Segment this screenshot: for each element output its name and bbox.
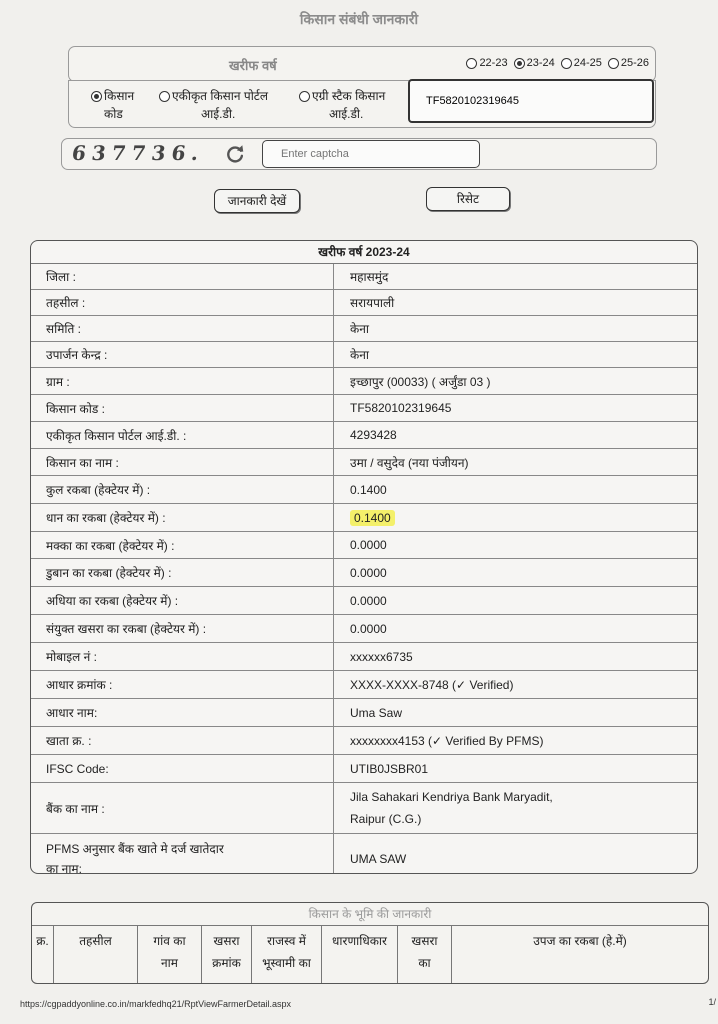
- view-details-button[interactable]: जानकारी देखें: [214, 189, 300, 213]
- table-row: [31, 615, 697, 643]
- highlight-mark: 0.1400: [350, 510, 395, 526]
- land-col-header: खसरा का: [398, 926, 452, 984]
- id-option-integrated-portal[interactable]: [159, 87, 268, 123]
- farmer-id-input[interactable]: [408, 79, 654, 123]
- table-row: [31, 643, 697, 671]
- radio-icon[interactable]: [466, 58, 477, 69]
- id-option-agristack[interactable]: [299, 87, 385, 123]
- row-value: TF5820102319645: [350, 401, 452, 415]
- row-value: 0.0000: [350, 593, 387, 608]
- row-value-highlighted: [334, 504, 697, 531]
- land-table-title: किसान के भूमि की जानकारी: [32, 903, 708, 926]
- radio-icon[interactable]: [608, 58, 619, 69]
- table-row: [31, 587, 697, 615]
- land-col-header: क्र.: [32, 926, 54, 984]
- reset-button[interactable]: रिसेट: [426, 187, 510, 211]
- id-option-farmer-code[interactable]: [91, 87, 134, 123]
- land-col-header: तहसील: [54, 926, 138, 984]
- row-label: समिति :: [31, 316, 334, 341]
- row-label: [31, 834, 334, 874]
- radio-checked-icon[interactable]: [514, 58, 525, 69]
- row-label: किसान का नाम :: [31, 449, 334, 475]
- radio-checked-icon[interactable]: [91, 91, 102, 102]
- table-row: [31, 504, 697, 532]
- id-option-label: आई.डी.: [329, 107, 364, 121]
- year-option-24-25[interactable]: [561, 57, 602, 69]
- id-option-label: एग्री स्टैक किसान: [312, 89, 386, 103]
- row-label: मोबाइल नं :: [31, 643, 334, 670]
- row-value: Uma Saw: [350, 705, 403, 720]
- row-label: ग्राम :: [31, 368, 334, 394]
- row-value: UMA SAW: [350, 852, 407, 866]
- row-value: 0.0000: [350, 621, 387, 636]
- footer-page-number: 1/: [708, 997, 716, 1007]
- label-line: का नाम:: [46, 862, 82, 874]
- land-col-header: राजस्व में भूस्वामी का: [252, 926, 322, 984]
- row-label: कुल रकबा (हेक्टेयर में) :: [31, 476, 334, 503]
- row-value: 0.1400: [350, 482, 387, 497]
- captcha-row: [61, 138, 657, 170]
- row-value: xxxxxx6735: [350, 649, 413, 664]
- row-value: 0.0000: [350, 565, 387, 580]
- row-value: इच्छापुर (00033) ( अर्जुंडा 03 ): [350, 374, 491, 389]
- row-label: किसान कोड :: [31, 395, 334, 421]
- year-option-label: 23-24: [526, 57, 555, 69]
- year-selection-bar: [68, 46, 656, 82]
- year-options: [466, 57, 649, 69]
- row-label: तहसील :: [31, 290, 334, 315]
- id-option-label: आई.डी.: [201, 107, 236, 121]
- land-col-header: खसरा क्रमांक: [202, 926, 252, 984]
- table-row: [31, 368, 697, 395]
- radio-icon[interactable]: [299, 91, 310, 102]
- year-section-title: खरीफ वर्ष: [229, 58, 277, 73]
- id-option-label: एकीकृत किसान पोर्टल: [172, 89, 268, 103]
- row-value: XXXX-XXXX-8748 (✓ Verified): [350, 677, 514, 692]
- bank-name-line: Raipur (C.G.): [350, 812, 422, 826]
- radio-icon[interactable]: [561, 58, 572, 69]
- page-title: किसान संबंधी जानकारी: [299, 11, 419, 27]
- row-label: आधार नाम:: [31, 699, 334, 726]
- refresh-captcha-icon[interactable]: [224, 143, 246, 165]
- row-label: मक्का का रकबा (हेक्टेयर में) :: [31, 532, 334, 558]
- captcha-input[interactable]: [262, 140, 480, 168]
- table-row: [31, 727, 697, 755]
- row-label: बैंक का नाम :: [31, 783, 334, 833]
- row-label: एकीकृत किसान पोर्टल आई.डी. :: [31, 422, 334, 448]
- table-row: [31, 834, 697, 874]
- label-line: PFMS अनुसार बैंक खाते मे दर्ज खातेदार: [46, 842, 224, 856]
- row-label: उपार्जन केन्द्र :: [31, 342, 334, 367]
- row-value: 0.0000: [350, 538, 387, 552]
- bank-name-line: Jila Sahakari Kendriya Bank Maryadit,: [350, 790, 553, 804]
- land-col-header: धारणाधिकार: [322, 926, 398, 984]
- row-label: अधिया का रकबा (हेक्टेयर में) :: [31, 587, 334, 614]
- table-row: [31, 699, 697, 727]
- row-value: [334, 783, 697, 833]
- table-row: [31, 449, 697, 476]
- land-table-header-row: [32, 926, 708, 984]
- row-value: महासमुंद: [350, 270, 389, 284]
- year-option-label: 22-23: [479, 57, 508, 69]
- table-row: [31, 783, 697, 834]
- row-label: खाता क्र. :: [31, 727, 334, 754]
- footer-url: https://cgpaddyonline.co.in/markfedhq21/RptViewFarmerDetail.aspx: [20, 999, 291, 1009]
- year-option-23-24[interactable]: [514, 57, 555, 69]
- row-value: सरायपाली: [350, 296, 395, 310]
- radio-icon[interactable]: [159, 91, 170, 102]
- farmer-details-table: [30, 240, 698, 874]
- row-value: उमा / वसुदेव (नया पंजीयन): [350, 455, 469, 470]
- land-col-header: गांव का नाम: [138, 926, 202, 984]
- row-label: संयुक्त खसरा का रकबा (हेक्टेयर में) :: [31, 615, 334, 642]
- table-row: [31, 755, 697, 783]
- table-row: [31, 532, 697, 559]
- row-value: केना: [350, 348, 369, 362]
- year-option-label: 25-26: [620, 57, 649, 69]
- row-value: xxxxxxxx4153 (✓ Verified By PFMS): [350, 733, 544, 748]
- land-details-table: [31, 902, 709, 984]
- year-option-25-26[interactable]: [608, 57, 649, 69]
- row-label: जिला :: [31, 264, 334, 289]
- table-row: [31, 264, 697, 290]
- table-row: [31, 476, 697, 504]
- id-type-row: [68, 80, 656, 128]
- table-row: [31, 559, 697, 587]
- row-value: केना: [350, 322, 369, 336]
- table-row: [31, 316, 697, 342]
- id-option-label: किसान: [104, 89, 135, 103]
- row-label: IFSC Code:: [31, 755, 334, 782]
- table-row: [31, 422, 697, 449]
- year-option-label: 24-25: [573, 57, 602, 69]
- land-col-header: उपज का रकबा (हे.में): [533, 934, 627, 948]
- table-row: [31, 342, 697, 368]
- table-row: [31, 671, 697, 699]
- row-label: डुबान का रकबा (हेक्टेयर में) :: [31, 559, 334, 586]
- row-value: UTIB0JSBR01: [350, 761, 429, 776]
- id-option-label: कोड: [104, 107, 123, 121]
- row-label: आधार क्रमांक :: [31, 671, 334, 698]
- row-value: 4293428: [350, 428, 397, 442]
- table-row: [31, 290, 697, 316]
- year-option-22-23[interactable]: [466, 57, 507, 69]
- row-label: धान का रकबा (हेक्टेयर में) :: [31, 504, 334, 531]
- captcha-image: 637736.: [70, 141, 207, 165]
- details-header: खरीफ वर्ष 2023-24: [31, 241, 697, 264]
- table-row: [31, 395, 697, 422]
